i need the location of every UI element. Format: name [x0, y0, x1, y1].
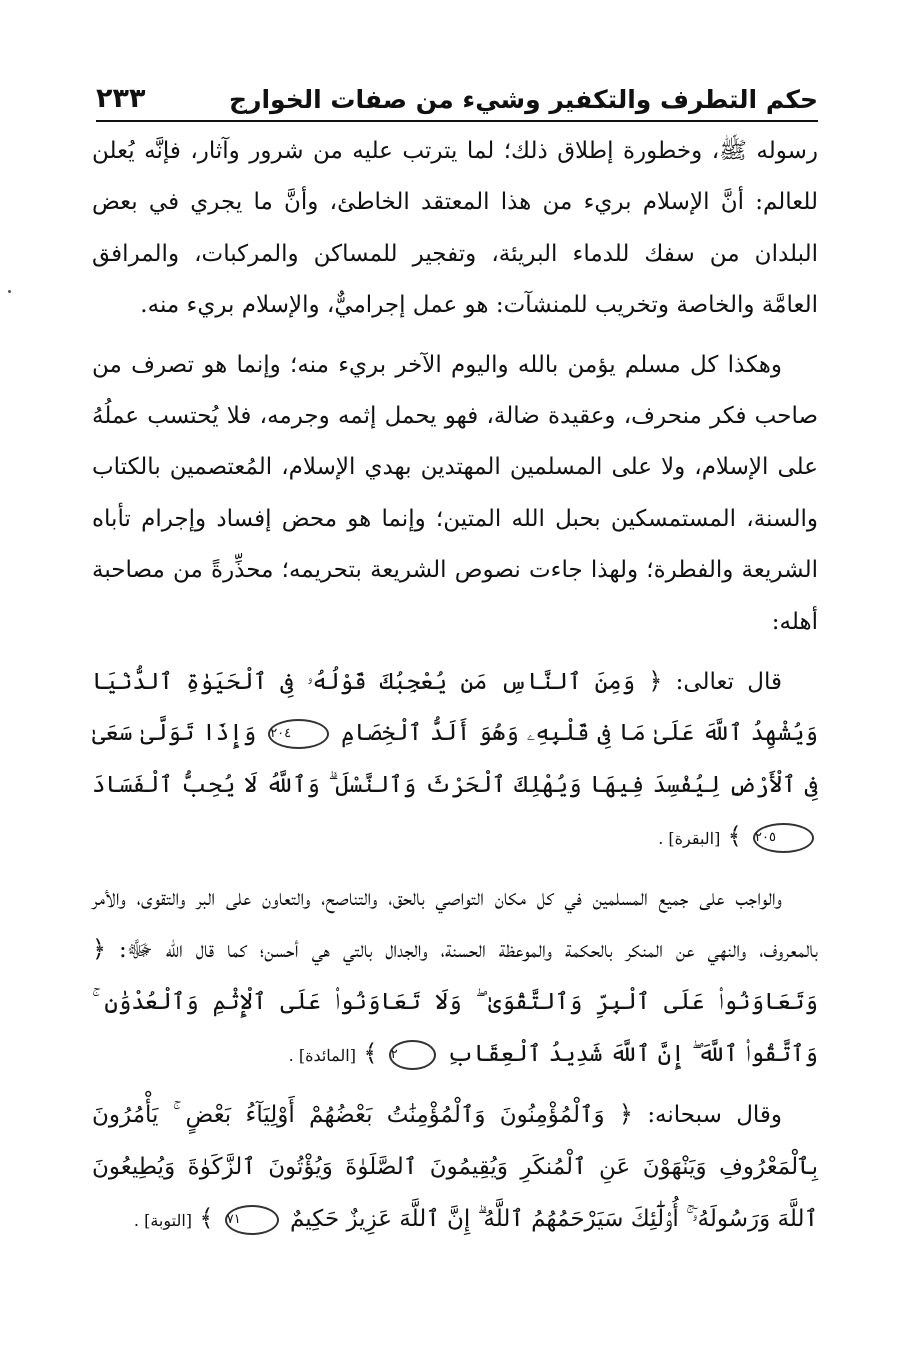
- quran-close-bracket: ﴾: [199, 1204, 214, 1233]
- quote-intro: قال تعالى:: [675, 669, 783, 696]
- surah-reference: [التوبة] .: [133, 1211, 193, 1231]
- ayah-number-marker: ٢: [389, 1040, 436, 1070]
- quran-verse-text: وَمِنَ ٱلنَّاسِ مَن يُعْجِبُكَ قَوْلُهُۥ فِى ٱلْحَيَوٰةِ ٱلدُّنْيَا وَيُشْهِدُ ٱللَّهَ عَلَىٰ مَا فِى قَلْبِهِۦ وَهُوَ أَلَدُّ ٱلْخِصَامِ: [92, 669, 818, 747]
- ayah-number-marker: ٢٠٤: [268, 719, 329, 749]
- quran-quote-baqarah: [92, 656, 818, 865]
- quran-verse-text: وَٱلْمُؤْمِنُونَ وَٱلْمُؤْمِنَٰتُ بَعْضُهُمْ أَوْلِيَآءُ بَعْضٍ ۚ يَأْمُرُونَ بِٱلْمَعْرُوفِ وَيَنْهَوْنَ عَنِ ٱلْمُنكَرِ وَيُقِيمُونَ ٱلصَّلَوٰةَ وَيُؤْتُونَ ٱلزَّكَوٰةَ وَيُطِيعُونَ ٱللَّهَ وَرَسُولَهُۥٓ ۚ أُو۟لَٰٓئِكَ سَيَرْحَمُهُمُ ٱللَّهُ ۗ إِنَّ ٱللَّهَ عَزِيزٌ حَكِيمٌ: [92, 1102, 818, 1233]
- quran-close-bracket: ﴾: [363, 1038, 378, 1067]
- ayah-number-marker: ٢٠٥: [753, 823, 814, 853]
- page-body: [92, 126, 818, 1255]
- paragraph-1: رسوله ﷺ، وخطورة إطلاق ذلك؛ لما يترتب عليه من شرور وآثار، فإنَّه يُعلن للعالم: أنَّ الإسلام بريء من هذا المعتقد الخاطئ، وأنَّ ما يجري في بعض البلدان من سفك للدماء البريئة، وتفجير للمساكن والمركبات، والمرافق العامَّة والخاصة وتخريب للمنشآت: هو عمل إجراميٌّ، والإسلام بريء منه.: [92, 138, 818, 319]
- page-header: [96, 64, 818, 122]
- quran-quote-maidah: [92, 873, 818, 1082]
- quran-close-bracket: ﴾: [727, 822, 742, 851]
- running-title: حكم التطرف والتكفير وشيء من صفات الخوارج: [229, 85, 818, 114]
- scan-speck: [8, 290, 11, 293]
- quran-open-bracket: ﴿: [92, 935, 107, 964]
- quran-open-bracket: ﴿: [648, 667, 663, 696]
- quran-quote-tawbah: [92, 1089, 818, 1246]
- surah-reference: [المائدة] .: [288, 1045, 356, 1065]
- ayah-number-marker: ٧١: [225, 1205, 279, 1235]
- paragraph-2: وهكذا كل مسلم يؤمن بالله واليوم الآخر بريء منه؛ وإنما هو تصرف من صاحب فكر منحرف، وعقيدة ضالة، فهو يحمل إثمه وجرمه، فلا يُحتسب عملُهُ على الإسلام، ولا على المسلمين المهتدين بهدي الإسلام، المُعتصمين بالكتاب والسنة، المستمسكين بحبل الله المتين؛ وإنما هو محض إفساد وإجرام تأباه الشريعة والفطرة؛ ولهذا جاءت نصوص الشريعة بتحريمه؛ محذِّرةً من مصاحبة أهله:: [92, 351, 818, 635]
- page-number: ٢٣٣: [96, 83, 146, 114]
- paragraph-3: والواجب على جميع المسلمين في كل مكان التواصي بالحق، والتناصح، والتعاون على البر والتقوى، والأمر بالمعروف، والنهي عن المنكر بالحكمة والموعظة الحسنة، والجدال بالتي هي أحسن؛ كما قال الله ﷻ:: [92, 884, 818, 964]
- surah-reference: [البقرة] .: [658, 829, 721, 849]
- quran-verse-text: وَإِذَا تَوَلَّىٰ سَعَىٰ فِى ٱلْأَرْضِ لِيُفْسِدَ فِيهَا وَيُهْلِكَ ٱلْحَرْثَ وَٱلنَّسْلَ ۗ وَٱللَّهُ لَا يُحِبُّ ٱلْفَسَادَ: [92, 720, 818, 798]
- quran-verse-text: وَتَعَاوَنُوا۟ عَلَى ٱلْبِرِّ وَٱلتَّقْوَىٰ ۖ وَلَا تَعَاوَنُوا۟ عَلَى ٱلْإِثْمِ وَٱلْعُدْوَٰنِ ۚ وَٱتَّقُوا۟ ٱللَّهَ ۖ إِنَّ ٱللَّهَ شَدِيدُ ٱلْعِقَابِ: [92, 988, 818, 1067]
- quran-open-bracket: ﴿: [618, 1100, 633, 1129]
- quote-intro: وقال سبحانه:: [647, 1102, 783, 1129]
